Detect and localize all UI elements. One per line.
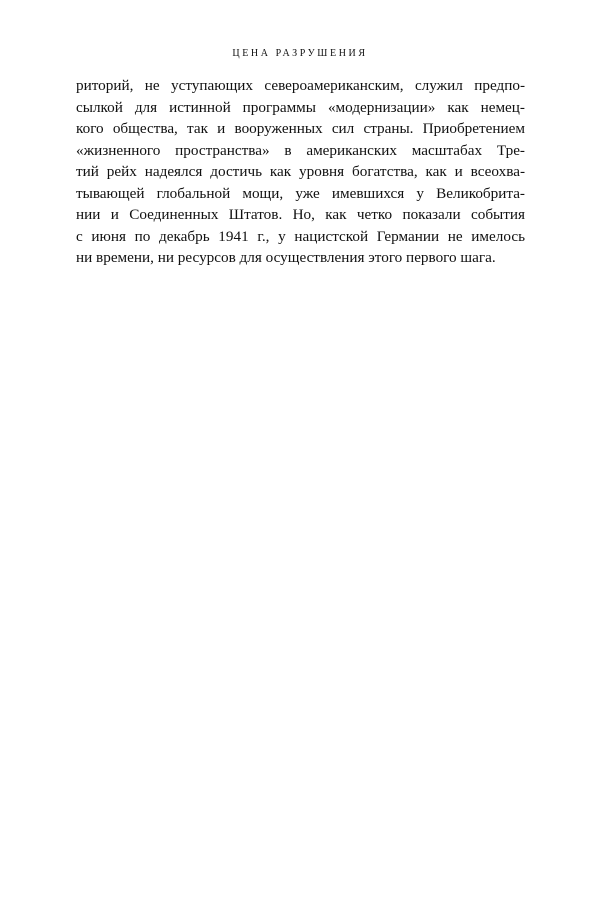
body-paragraph [76,75,525,269]
running-head: ЦЕНА РАЗРУШЕНИЯ [232,48,368,59]
text-line: нии и Соединенных Штатов. Но, как четко показали события [76,206,525,223]
text-line: «жизненного пространства» в американских масштабах Тре- [76,141,525,159]
text-line: риторий, не уступающих североамериканским, служил предпо- [76,77,525,94]
text-line: с июня по декабрь 1941 г., у нацистской Германии не имелось [76,227,525,245]
text-line: тывающей глобальной мощи, уже имевшихся у Великобрита- [76,184,525,202]
text-line: ни времени, ни ресурсов для осуществления этого первого шага. [76,249,496,266]
text-line: сылкой для истинной программы «модернизации» как немец- [76,98,525,116]
text-line: кого общества, так и вооруженных сил страны. Приобретением [76,120,525,137]
text-line: тий рейх надеялся достичь как уровня богатства, как и всеохва- [76,163,525,180]
